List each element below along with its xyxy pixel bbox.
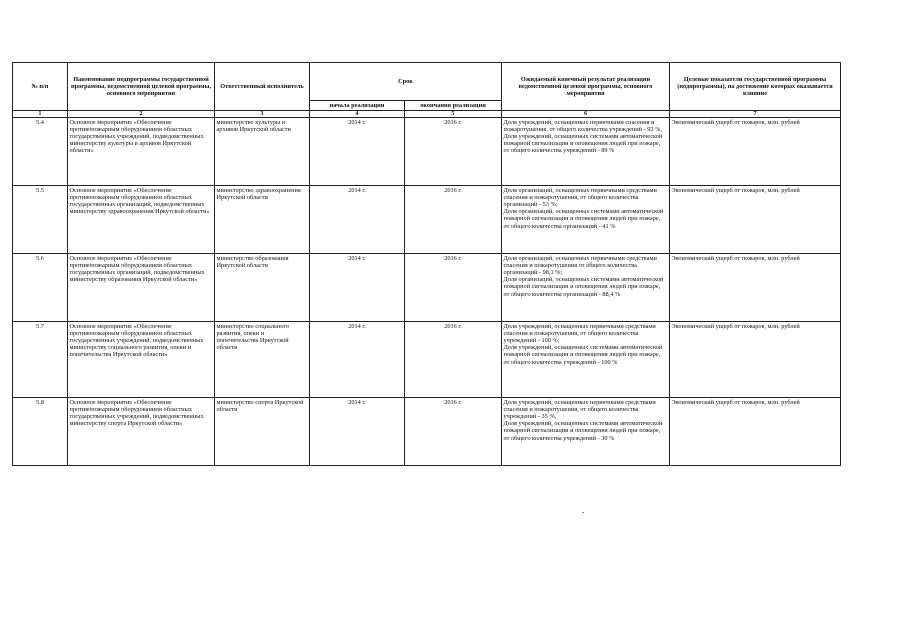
- row-name: Основное мероприятие «Обеспечение противопожарным оборудованием областных государственных учреждений, подведомственных министерству спорта Иркутской области»: [68, 398, 215, 466]
- table-row: [13, 118, 841, 186]
- header-period: Срок: [310, 63, 502, 101]
- row-end: 2016 г.: [405, 322, 502, 398]
- column-number: 6: [502, 111, 670, 118]
- row-indicator: Экономический ущерб от пожаров, млн. рублей: [670, 322, 841, 398]
- row-end: 2016 г.: [405, 254, 502, 322]
- row-indicator: Экономический ущерб от пожаров, млн. рублей: [670, 118, 841, 186]
- column-number: 2: [68, 111, 215, 118]
- row-number: 5.6: [13, 254, 68, 322]
- table-row: [13, 254, 841, 322]
- row-result: Доля учреждений, оснащенных первичными средствами спасения и пожаротушения, от общего количества учреждений - 100 %; Доля учреждений, оснащенных системами автоматической пожарной сигнализации и оповещения людей при пожаре, от общего количества учреждений - 100 %: [502, 322, 670, 398]
- row-result: Доля организаций, оснащенных первичными средствами спасения и пожаротушения, от общего количества организаций - 53 %; Доля организаций, оснащенных системами автоматической пожарной сигнализации и оповещения людей при пожаре, от общего количества организаций - 41 %: [502, 186, 670, 254]
- table-row: [13, 322, 841, 398]
- row-indicator: Экономический ущерб от пожаров, млн. рублей: [670, 254, 841, 322]
- header-indicators: Целевые показатели государственной программы (подпрограммы), на достижение которых оказывается влияние: [670, 63, 841, 111]
- header-end: окончания реализации: [405, 101, 502, 111]
- row-start: 2014 г.: [310, 398, 405, 466]
- header-start: начала реализации: [310, 101, 405, 111]
- row-start: 2014 г.: [310, 118, 405, 186]
- row-name: Основное мероприятие «Обеспечение противопожарным оборудованием областных государственных учреждений, подведомственных министерству культуры и архивов Иркутской области»: [68, 118, 215, 186]
- row-result: Доля организаций, оснащенных первичными средствами спасения и пожаротушения от общего количества организаций - 98,1 %; Доля организаций, оснащенных системами автоматической пожарной сигнализации и оповещения людей при пожаре, от общего количества организаций - 88,4 %: [502, 254, 670, 322]
- row-executor: министерство образования Иркутской области: [215, 254, 310, 322]
- row-start: 2014 г.: [310, 186, 405, 254]
- row-executor: министерство социального развития, опеки и попечительства Иркутской области: [215, 322, 310, 398]
- header-result: Ожидаемый конечный результат реализации ведомственной целевой программы, основного мероприятия: [502, 63, 670, 111]
- row-end: 2016 г.: [405, 118, 502, 186]
- header-name: Наименование подпрограммы государственной программы, ведомственной целевой программы, основного мероприятия: [68, 63, 215, 111]
- table-row: [13, 398, 841, 466]
- column-number: 4: [310, 111, 405, 118]
- header-num: № п/п: [13, 63, 68, 111]
- column-numbers-row: [13, 111, 841, 118]
- table-body: [13, 118, 841, 466]
- row-result: Доля учреждений, оснащенных первичными средствами спасения и пожаротушения, от общего количества учреждений - 35 %, Доля учреждений, оснащенных системами автоматической пожарной сигнализации и оповещения людей при пожаре, от общего количества учреждений - 30 %: [502, 398, 670, 466]
- row-result: Доля учреждений, оснащенных первичными спасения и пожаротушения, от общего количества учреждений - 92 %, Доля учреждений, оснащенных системами автоматической пожарной сигнализации и оповещения людей при пожаре, от общего количества учреждений - 89 %: [502, 118, 670, 186]
- column-number: 5: [405, 111, 502, 118]
- row-end: 2016 г.: [405, 398, 502, 466]
- row-number: 5.7: [13, 322, 68, 398]
- row-name: Основное мероприятие «Обеспечение противопожарным оборудованием областных государственных организаций, подведомственных министерству здравоохранения Иркутской области»: [68, 186, 215, 254]
- row-start: 2014 г.: [310, 322, 405, 398]
- row-start: 2014 г.: [310, 254, 405, 322]
- row-end: 2016 г.: [405, 186, 502, 254]
- table-row: [13, 186, 841, 254]
- row-name: Основное мероприятие «Обеспечение противопожарным оборудованием областных государственных учреждений, подведомственных министерству социального развития, опеки и попечительства Иркутской области»: [68, 322, 215, 398]
- program-table: [12, 62, 841, 466]
- row-executor: министерство здравоохранения Иркутской области: [215, 186, 310, 254]
- row-indicator: Экономический ущерб от пожаров, млн. рублей: [670, 398, 841, 466]
- table-header: [13, 63, 841, 118]
- header-executor: Ответственный исполнитель: [215, 63, 310, 111]
- row-number: 5.5: [13, 186, 68, 254]
- column-number: 3: [215, 111, 310, 118]
- row-number: 5.4: [13, 118, 68, 186]
- column-number: 1: [13, 111, 68, 118]
- row-name: Основное мероприятие «Обеспечение противопожарным оборудованием областных государственных организаций, подведомственных министерству образования Иркутской области»: [68, 254, 215, 322]
- row-executor: министерство спорта Иркутской области: [215, 398, 310, 466]
- row-number: 5.8: [13, 398, 68, 466]
- row-indicator: Экономический ущерб от пожаров, млн. рублей: [670, 186, 841, 254]
- column-number: 7: [670, 111, 841, 118]
- scan-speck: [582, 512, 584, 513]
- row-executor: министерство культуры и архивов Иркутской области: [215, 118, 310, 186]
